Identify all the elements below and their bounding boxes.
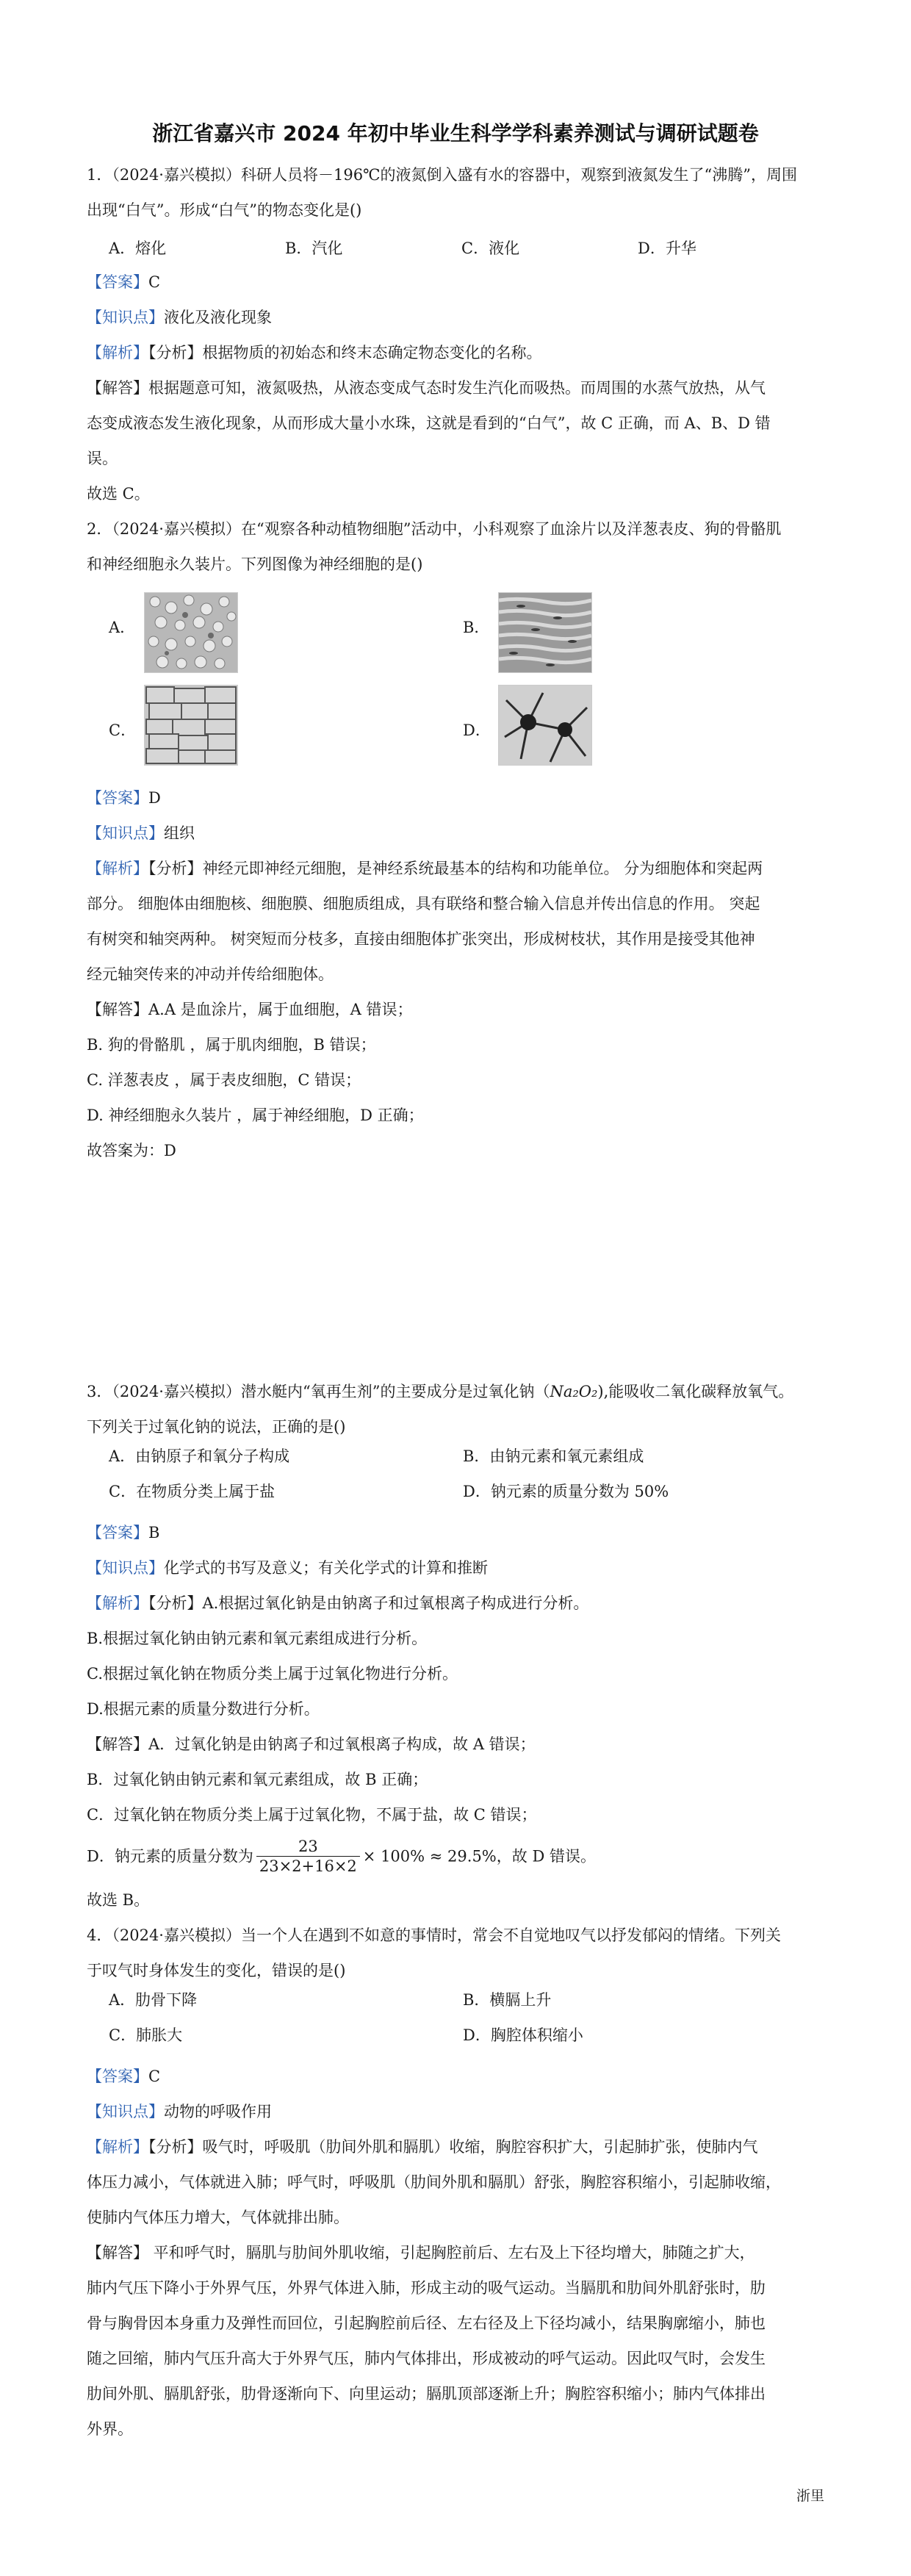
q2-solution-line4: D. 神经细胞永久装片 ，属于神经细胞，D 正确； [87,1107,424,1124]
q2-solution-line3: C. 洋葱表皮 ，属于表皮细胞，C 错误； [87,1071,361,1089]
q4-analysis-line2: 体压力减小，气体就进入肺；呼气时，呼吸肌（肋间外肌和膈肌）舒张，胸腔容积缩小，引起肺收缩， [87,2173,781,2191]
q1-option-a: A．熔化 [109,240,167,257]
q4-option-c: C．肺胀大 [109,2026,183,2044]
q2-option-a-image-blood-smear [144,592,238,673]
answer-tag: 【答案】 [87,1524,148,1541]
q1-solution-line3: 误。 [87,450,118,467]
q4-stem-line1: 4．（2024·嘉兴模拟）当一个人在遇到不如意的事情时，常会不自觉地叹气以抒发郁闷的情绪。下列关 [87,1926,781,1944]
q2-option-b-image-skeletal-muscle [498,592,592,673]
analysis-text: 【分析】神经元即神经元细胞，是神经系统最基本的结构和功能单位。 分为细胞体和突起两 [148,860,763,877]
q4-option-a: A．肋骨下降 [109,1991,198,2009]
answer-value: C [148,273,161,291]
q3-option-d: D．钠元素的质量分数为 50% [463,1483,669,1500]
q3-option-a: A．由钠原子和氧分子构成 [109,1447,290,1465]
q2-option-c-label: C． [109,722,137,739]
q3-stem-line2: 下列关于过氧化钠的说法，正确的是() [87,1418,346,1436]
q3-sol4-result: × 100% ≈ 29.5% [362,1847,497,1866]
q4-knowledge-point [87,2094,843,2129]
q1-stem-line2: 出现“白气”。形成“白气”的物态变化是() [87,201,362,219]
analysis-text: 【分析】根据物质的初始态和终末态确定物态变化的名称。 [148,344,542,361]
q3-formula: Na₂O₂ [550,1383,598,1400]
q4-analysis-line3: 使肺内气体压力增大，气体就排出肺。 [87,2209,349,2226]
knowledge-text: 组织 [164,824,195,842]
q3-answer [87,1515,843,1550]
q4-solution-line6: 外界。 [87,2420,133,2438]
q3-analysis-line3: C.根据过氧化钠在物质分类上属于过氧化物进行分析。 [87,1665,458,1683]
q4-answer [87,2059,843,2094]
answer-tag: 【答案】 [87,2068,148,2085]
q3-analysis-line1 [87,1586,843,1621]
q4-solution-line4: 随之回缩，肺内气压升高大于外界气压，肺内气体排出，形成被动的呼气运动。因此叹气时，会发生 [87,2350,766,2367]
q3-stem-line1 [87,1374,843,1409]
q3-sol4-suffix: ，故 D 错误。 [496,1847,596,1866]
knowledge-tag: 【知识点】 [87,1559,164,1577]
q3-solution-line2: B．过氧化钠由钠元素和氧元素组成，故 B 正确； [87,1771,428,1788]
q2-analysis-line3: 有树突和轴突两种。 树突短而分枝多，直接由细胞体扩张突出，形成树枝状，其作用是接受其他神 [87,930,755,948]
q3-fraction-numerator: 23 [256,1837,360,1857]
answer-value: D [148,789,161,807]
analysis-tag: 【解析】 [87,2138,148,2156]
q2-analysis-line4: 经元轴突传来的冲动并传给细胞体。 [87,965,334,983]
analysis-tag: 【解析】 [87,860,148,877]
q2-option-a-label: A． [109,619,136,636]
q1-solution-line2: 态变成液态发生液化现象，从而形成大量小水珠，这就是看到的“白气”，故 C 正确，而 A、B、D 错 [87,414,771,432]
q1-stem-line1: 1．（2024·嘉兴模拟）科研人员将－196℃的液氮倒入盛有水的容器中，观察到液氮发生了“沸腾”，周围 [87,166,798,184]
q4-solution-line2: 肺内气压下降小于外界气压，外界气体进入肺，形成主动的吸气运动。当膈肌和肋间外肌舒张时，肋 [87,2279,766,2297]
q3-solution-line4 [87,1837,843,1881]
q2-analysis-line2: 部分。 细胞体由细胞核、细胞膜、细胞质组成，具有联络和整合输入信息并传出信息的作用。 突起 [87,895,760,913]
q4-option-d: D．胸腔体积缩小 [463,2026,583,2044]
q3-stem-text: 3．（2024·嘉兴模拟）潜水艇内“氧再生剂”的主要成分是过氧化钠（ [87,1383,550,1400]
q1-solution-line1: 【解答】根据题意可知，液氮吸热，从液态变成气态时发生汽化而吸热。而周围的水蒸气放热，从气 [87,379,766,397]
q2-option-c-image-onion-epidermis [144,685,238,766]
knowledge-tag: 【知识点】 [87,309,164,326]
knowledge-text: 化学式的书写及意义；有关化学式的计算和推断 [164,1559,488,1577]
q2-option-d-image-neuron [498,685,592,766]
q3-fraction [256,1837,360,1876]
q2-knowledge-point [87,816,843,851]
q1-analysis [87,335,843,370]
q1-option-c: C．液化 [461,240,520,257]
answer-value: B [148,1524,160,1541]
q3-option-b: B．由钠元素和氧元素组成 [463,1447,644,1465]
q2-analysis-line1 [87,851,843,886]
knowledge-tag: 【知识点】 [87,2103,164,2120]
knowledge-text: 动物的呼吸作用 [164,2103,272,2120]
q4-solution-line5: 肋间外肌、膈肌舒张，肋骨逐渐向下、向里运动；膈肌顶部逐渐上升；胸腔容积缩小；肺内气体排出 [87,2385,766,2403]
answer-value: C [148,2068,161,2085]
q3-solution-line1: 【解答】A．过氧化钠是由钠离子和过氧根离子构成，故 A 错误； [87,1735,536,1753]
q4-analysis-line1 [87,2129,843,2165]
answer-tag: 【答案】 [87,273,148,291]
q2-final: 故答案为：D [87,1142,176,1159]
q2-stem-line1: 2．（2024·嘉兴模拟）在“观察各种动植物细胞”活动中，小科观察了血涂片以及洋葱表皮、狗的骨骼肌 [87,520,782,538]
q3-final: 故选 B。 [87,1891,150,1909]
q3-fraction-denominator: 23×2+16×2 [259,1857,357,1875]
q1-answer [87,265,843,300]
q4-stem-line2: 于叹气时身体发生的变化，错误的是() [87,1962,346,1979]
knowledge-tag: 【知识点】 [87,824,164,842]
q4-solution-line1: 【解答】 平和呼气时，膈肌与肋间外肌收缩，引起胸腔前后、左右及上下径均增大，肺随之扩大， [87,2244,755,2262]
q3-analysis-line4: D.根据元素的质量分数进行分析。 [87,1700,320,1718]
q3-knowledge-point [87,1550,843,1586]
q2-option-d-label: D． [463,722,491,739]
page-footer: 浙里 [796,2488,824,2504]
answer-tag: 【答案】 [87,789,148,807]
analysis-tag: 【解析】 [87,344,148,361]
analysis-tag: 【解析】 [87,1594,148,1612]
knowledge-text: 液化及液化现象 [164,309,272,326]
q2-option-b-label: B． [463,619,490,636]
q1-option-d: D．升华 [638,240,696,257]
q4-solution-line3: 骨与胸骨因本身重力及弹性而回位，引起胸腔前后径、左右径及上下径均减小，结果胸廓缩小，肺也 [87,2314,766,2332]
q1-option-b: B．汽化 [285,240,343,257]
q1-final: 故选 C。 [87,485,150,503]
q2-solution-line2: B. 狗的骨骼肌 ，属于肌肉细胞，B 错误； [87,1036,376,1054]
q3-analysis-line2: B.根据过氧化钠由钠元素和氧元素组成进行分析。 [87,1630,428,1647]
q3-stem-text-end: ),能吸收二氧化碳释放氧气。 [597,1383,794,1400]
q3-sol4-prefix: D．钠元素的质量分数为 [87,1847,253,1866]
analysis-text: 【分析】吸气时，呼吸肌（肋间外肌和膈肌）收缩，胸腔容积扩大，引起肺扩张，使肺内气 [148,2138,758,2156]
q3-solution-line3: C．过氧化钠在物质分类上属于过氧化物，不属于盐，故 C 错误； [87,1806,537,1824]
q2-stem-line2: 和神经细胞永久装片。下列图像为神经细胞的是() [87,555,423,573]
q4-option-b: B．横膈上升 [463,1991,552,2009]
q2-answer [87,780,843,816]
page-title: 浙江省嘉兴市 2024 年初中毕业生科学学科素养测试与调研试题卷 [152,121,759,145]
q1-knowledge-point [87,300,843,335]
analysis-text: 【分析】A.根据过氧化钠是由钠离子和过氧根离子构成进行分析。 [148,1594,589,1612]
q2-solution-line1: 【解答】A.A 是血涂片，属于血细胞，A 错误； [87,1001,413,1018]
q3-option-c: C．在物质分类上属于盐 [109,1483,276,1500]
